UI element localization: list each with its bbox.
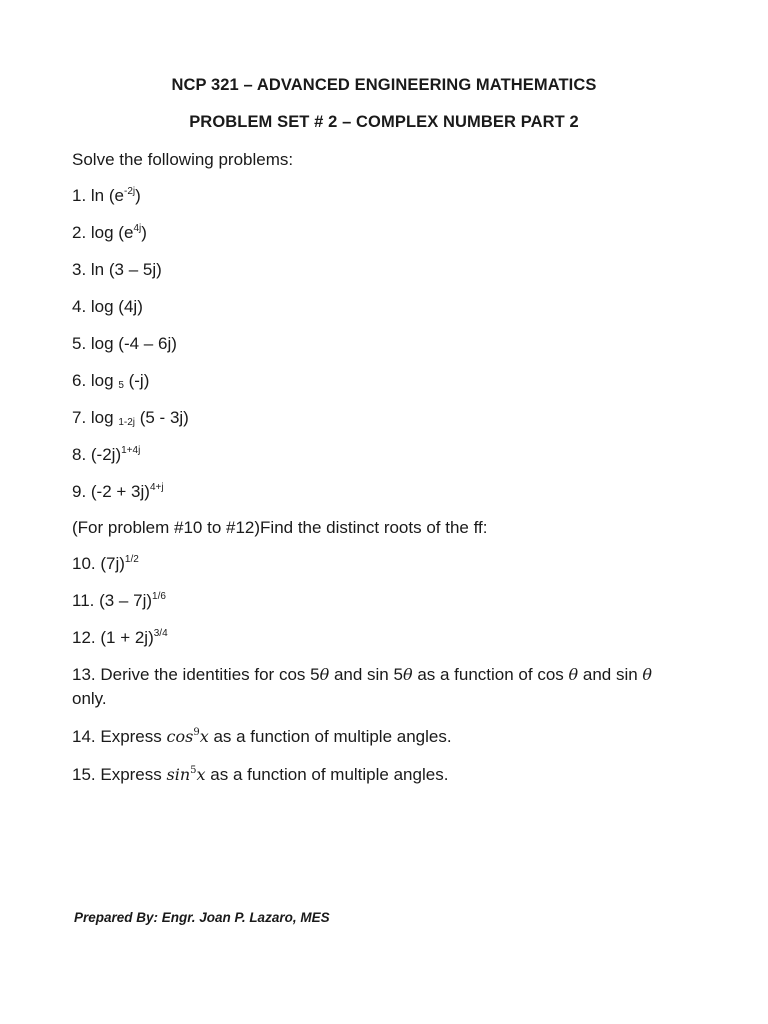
problem-4: 4. log (4j)	[72, 297, 143, 316]
problem-9: 9. $(-2 + 3j)^{4+j}$	[72, 482, 164, 501]
problem-1: 1. $\ln (e^{-2j})$	[72, 186, 141, 205]
problem-13: 13. Derive the identities for cos 5θ and sin 5θ as a function of cos θ and sin θ	[72, 665, 653, 684]
prepared-by: Prepared By: Engr. Joan P. Lazaro, MES	[74, 910, 330, 925]
problem-11: 11. (3 – 7j)$^{1/6}$	[72, 591, 166, 610]
problem-12: 12. $(1 + 2j)^{3/4}$	[72, 628, 168, 647]
problem-14: 14. Express $\cos^9x$ as a function of multiple angles.	[72, 727, 452, 746]
problem-3: 3. ln (3 – 5j)	[72, 260, 162, 279]
problem-set-title: PROBLEM SET # 2 – COMPLEX NUMBER PART 2	[189, 113, 579, 131]
roots-instruction: (For problem #10 to #12)Find the distinct roots of the ff:	[72, 518, 488, 537]
problem-15: 15. Express $\sin^5x$ as a function of multiple angles.	[72, 765, 449, 784]
problem-7: 7. log $_{1-2j}$ (5 - 3j)	[72, 408, 189, 428]
problem-8: 8. $(-2j)^{1+4j}$	[72, 445, 141, 464]
problem-10: 10. $(7j)^{1/2}$	[72, 554, 139, 573]
problem-5: 5. log (-4 – 6j)	[72, 334, 177, 353]
problem-13-continuation: only.	[72, 689, 107, 708]
course-title: NCP 321 – ADVANCED ENGINEERING MATHEMATICS	[171, 76, 597, 94]
problem-2: 2. $\log (e^{4j})$	[72, 223, 147, 242]
instructions: Solve the following problems:	[72, 150, 294, 169]
problem-6: 6. log $_5$ (-j)	[72, 371, 150, 391]
